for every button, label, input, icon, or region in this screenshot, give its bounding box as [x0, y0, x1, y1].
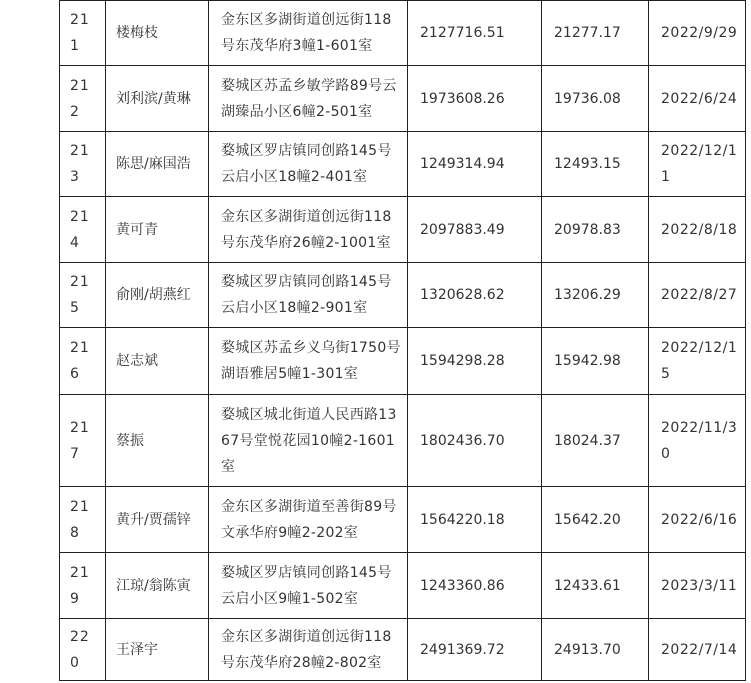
total-price: 1249314.94	[408, 132, 542, 197]
total-price: 2491369.72	[408, 619, 542, 681]
owner-name: 江琼/翁陈寅	[106, 553, 209, 619]
owner-name: 黄升/贾孺锌	[106, 487, 209, 553]
unit-price: 15942.98	[542, 328, 649, 395]
total-price: 1243360.86	[408, 553, 542, 619]
unit-price: 12433.61	[542, 553, 649, 619]
row-index: 215	[60, 263, 106, 328]
owner-name: 楼梅枝	[106, 1, 209, 66]
owner-name: 赵志斌	[106, 328, 209, 395]
property-address: 金东区多湖街道创远街118号东茂华府26幢2-1001室	[209, 197, 408, 263]
row-index: 214	[60, 197, 106, 263]
property-address: 婺城区罗店镇同创路145号云启小区9幢1-502室	[209, 553, 408, 619]
table-row	[60, 263, 746, 328]
table-row	[60, 395, 746, 487]
total-price: 1802436.70	[408, 395, 542, 487]
table-row	[60, 197, 746, 263]
row-index: 212	[60, 66, 106, 132]
owner-name: 陈思/麻国浩	[106, 132, 209, 197]
contract-date: 2022/12/15	[649, 328, 746, 395]
unit-price: 18024.37	[542, 395, 649, 487]
property-address: 金东区多湖街道创远街118号东茂华府28幢2-802室	[209, 619, 408, 681]
row-index: 220	[60, 619, 106, 681]
unit-price: 12493.15	[542, 132, 649, 197]
records-table	[59, 0, 746, 681]
property-address: 婺城区罗店镇同创路145号云启小区18幢2-901室	[209, 263, 408, 328]
property-address: 金东区多湖街道至善街89号文承华府9幢2-202室	[209, 487, 408, 553]
table-row	[60, 132, 746, 197]
table-row	[60, 328, 746, 395]
contract-date: 2022/6/16	[649, 487, 746, 553]
row-index: 217	[60, 395, 106, 487]
owner-name: 黄可青	[106, 197, 209, 263]
contract-date: 2022/6/24	[649, 66, 746, 132]
total-price: 1594298.28	[408, 328, 542, 395]
property-address: 金东区多湖街道创远街118号东茂华府3幢1-601室	[209, 1, 408, 66]
table-row	[60, 487, 746, 553]
total-price: 2097883.49	[408, 197, 542, 263]
table-row	[60, 1, 746, 66]
table-row	[60, 619, 746, 681]
row-index: 211	[60, 1, 106, 66]
contract-date: 2022/12/11	[649, 132, 746, 197]
property-address: 婺城区罗店镇同创路145号云启小区18幢2-401室	[209, 132, 408, 197]
unit-price: 19736.08	[542, 66, 649, 132]
total-price: 1973608.26	[408, 66, 542, 132]
property-address: 婺城区苏孟乡义乌街1750号湖语雅居5幢1-301室	[209, 328, 408, 395]
contract-date: 2023/3/11	[649, 553, 746, 619]
property-address: 婺城区城北街道人民西路1367号堂悦花园10幢2-1601室	[209, 395, 408, 487]
unit-price: 21277.17	[542, 1, 649, 66]
contract-date: 2022/7/14	[649, 619, 746, 681]
unit-price: 24913.70	[542, 619, 649, 681]
contract-date: 2022/8/18	[649, 197, 746, 263]
contract-date: 2022/8/27	[649, 263, 746, 328]
unit-price: 13206.29	[542, 263, 649, 328]
unit-price: 20978.83	[542, 197, 649, 263]
unit-price: 15642.20	[542, 487, 649, 553]
owner-name: 蔡振	[106, 395, 209, 487]
total-price: 1320628.62	[408, 263, 542, 328]
total-price: 1564220.18	[408, 487, 542, 553]
row-index: 219	[60, 553, 106, 619]
property-address: 婺城区苏孟乡敏学路89号云湖臻品小区6幢2-501室	[209, 66, 408, 132]
table-row	[60, 66, 746, 132]
row-index: 216	[60, 328, 106, 395]
owner-name: 俞刚/胡燕红	[106, 263, 209, 328]
contract-date: 2022/11/30	[649, 395, 746, 487]
table-row	[60, 553, 746, 619]
owner-name: 王泽宇	[106, 619, 209, 681]
row-index: 218	[60, 487, 106, 553]
owner-name: 刘利滨/黄琳	[106, 66, 209, 132]
row-index: 213	[60, 132, 106, 197]
contract-date: 2022/9/29	[649, 1, 746, 66]
total-price: 2127716.51	[408, 1, 542, 66]
